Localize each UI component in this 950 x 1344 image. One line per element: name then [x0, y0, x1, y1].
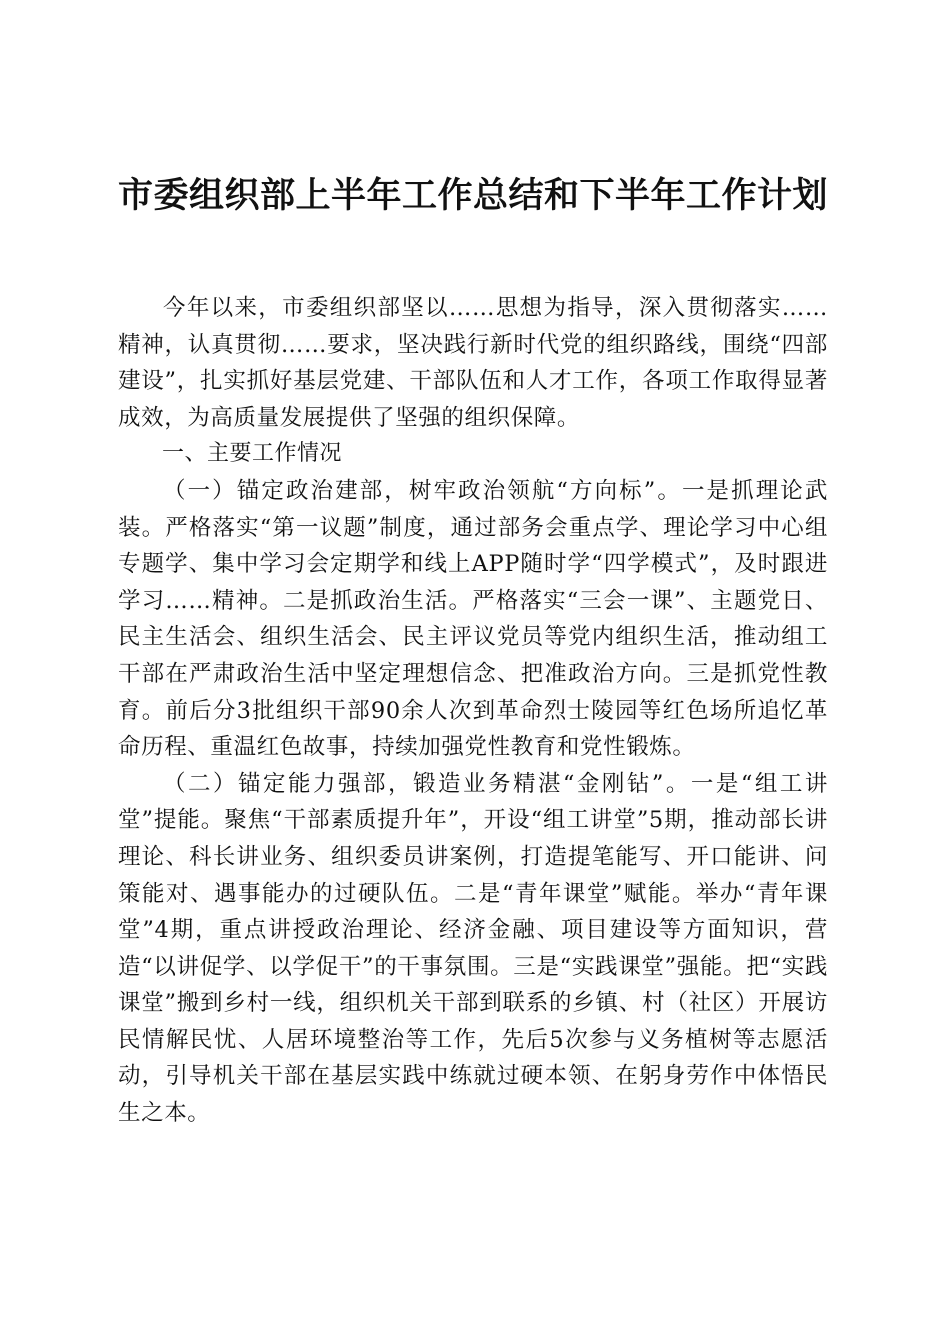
section-heading-main-work: 一、主要工作情况	[162, 441, 343, 467]
paragraph-political-building: （一）锚定政治建部，树牢政治领航“方向标”。一是抓理论武装。严格落实“第一议题”制度，通过部务会重点学、理论学习中心组专题学、集中学习会定期学和线上APP随时学“四学模式”，及时跟进学习……精神。二是抓政治生活。严格落实“三会一课”、主题党日、民主生活会、组织生活会、民主评议党员等党内组织生活，推动组工干部在严肃政治生活中坚定理想信念、把准政治方向。三是抓党性教育。前后分3批组织干部90余人次到革命烈士陵园等红色场所追忆革命历程、重温红色故事，持续加强党性教育和党性锻炼。	[118, 477, 828, 761]
intro-paragraph: 今年以来，市委组织部坚以……思想为指导，深入贯彻落实……精神，认真贯彻……要求，坚决践行新时代党的组织路线，围绕“四部建设”，扎实抓好基层党建、干部队伍和人才工作，各项工作取得显著成效，为高质量发展提供了坚强的组织保障。	[118, 295, 828, 431]
paragraph-capability-building: （二）锚定能力强部，锻造业务精湛“金刚钻”。一是“组工讲堂”提能。聚焦“干部素质提升年”，开设“组工讲堂”5期，推动部长讲理论、科长讲业务、组织委员讲案例，打造提笔能写、开口能讲、问策能对、遇事能办的过硬队伍。二是“青年课堂”赋能。举办“青年课堂”4期，重点讲授政治理论、经济金融、项目建设等方面知识，营造“以讲促学、以学促干”的干事氛围。三是“实践课堂”强能。把“实践课堂”搬到乡村一线，组织机关干部到联系的乡镇、村（社区）开展访民情解民忧、人居环境整治等工作，先后5次参与义务植树等志愿活动，引导机关干部在基层实践中练就过硬本领、在躬身劳作中体悟民生之本。	[118, 770, 828, 1127]
document-title: 市委组织部上半年工作总结和下半年工作计划	[117, 175, 828, 216]
document-body	[118, 290, 828, 1132]
